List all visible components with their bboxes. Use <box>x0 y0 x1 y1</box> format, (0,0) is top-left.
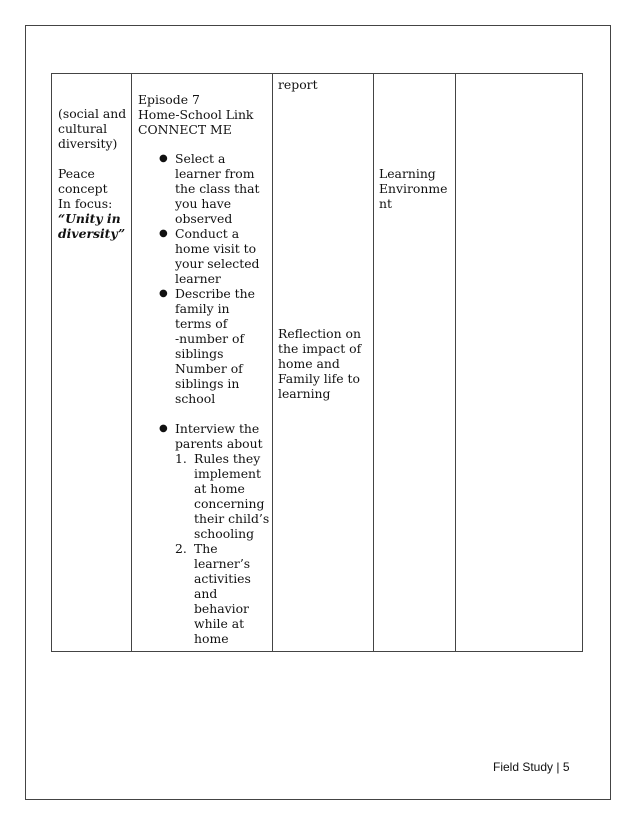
text-line: learner <box>175 271 221 286</box>
task-list <box>137 151 272 646</box>
text-line: schooling <box>194 526 255 541</box>
focus-text <box>58 106 132 241</box>
text-line: observed <box>175 211 233 226</box>
text-line: Peace <box>58 166 95 181</box>
text-line: family in <box>175 301 230 316</box>
text-line: nt <box>379 196 392 211</box>
bullet-icon: ● <box>159 153 168 164</box>
list-number: 1. <box>175 451 187 466</box>
text-line: In focus: <box>58 196 113 211</box>
text-line: school <box>175 391 216 406</box>
text-line: diversity) <box>58 136 118 151</box>
cell-focus <box>52 74 132 652</box>
output-report: report <box>278 77 318 92</box>
numbered-item: 1. Rules they <box>175 451 261 466</box>
text-line: home visit to <box>175 241 257 256</box>
text-line: home and <box>278 356 340 371</box>
text-line: learner’s <box>194 556 251 571</box>
episode-title <box>138 92 268 137</box>
bullet-icon: ● <box>159 288 168 299</box>
cell-domain <box>374 74 456 652</box>
bullet-icon: ● <box>159 423 168 434</box>
text-line: activities <box>194 571 251 586</box>
text-line: their child’s <box>194 511 270 526</box>
text-line: Learning <box>379 166 436 181</box>
domain-text <box>379 166 455 211</box>
text-line: cultural <box>58 121 108 136</box>
list-item: ● Describe the <box>159 286 255 301</box>
text-line: concept <box>58 181 108 196</box>
text-line: at home <box>194 481 245 496</box>
output-reflection <box>278 326 370 401</box>
text-line: Home-School Link <box>138 107 254 122</box>
text-line: parents about <box>175 436 263 451</box>
text-line: (social and <box>58 106 127 121</box>
text-line: terms of <box>175 316 228 331</box>
focus-phrase: “Unity in <box>58 211 121 226</box>
list-item: ● Select a <box>159 151 226 166</box>
text-line: Reflection on <box>278 326 361 341</box>
text-line: you have <box>175 196 232 211</box>
text-line: Number of <box>175 361 243 376</box>
text-line: Family life to <box>278 371 360 386</box>
text-line: the class that <box>175 181 260 196</box>
table-row <box>52 74 583 652</box>
text-line: behavior <box>194 601 249 616</box>
bullet-icon: ● <box>159 228 168 239</box>
text-line: home <box>194 631 229 646</box>
list-item: ● Interview the <box>159 421 260 436</box>
numbered-item: 2. The <box>175 541 218 556</box>
text-line: Environme <box>379 181 448 196</box>
text-line: the impact of <box>278 341 362 356</box>
text-line: CONNECT ME <box>138 122 232 137</box>
text-line: -number of <box>175 331 245 346</box>
list-number: 2. <box>175 541 187 556</box>
text-line: and <box>194 586 218 601</box>
cell-output <box>273 74 374 652</box>
text-line: implement <box>194 466 261 481</box>
cell-empty <box>456 74 583 652</box>
text-line: learner from <box>175 166 255 181</box>
text-line: concerning <box>194 496 265 511</box>
text-line: your selected <box>175 256 260 271</box>
text-line: learning <box>278 386 331 401</box>
text-line: Episode 7 <box>138 92 200 107</box>
page-footer: Field Study | 5 <box>493 760 570 774</box>
text-line: siblings <box>175 346 224 361</box>
text-line: siblings in <box>175 376 240 391</box>
activity-table <box>51 73 583 652</box>
cell-episode <box>132 74 273 652</box>
text-line: while at <box>194 616 245 631</box>
focus-phrase: diversity” <box>58 226 126 241</box>
list-item: ● Conduct a <box>159 226 240 241</box>
